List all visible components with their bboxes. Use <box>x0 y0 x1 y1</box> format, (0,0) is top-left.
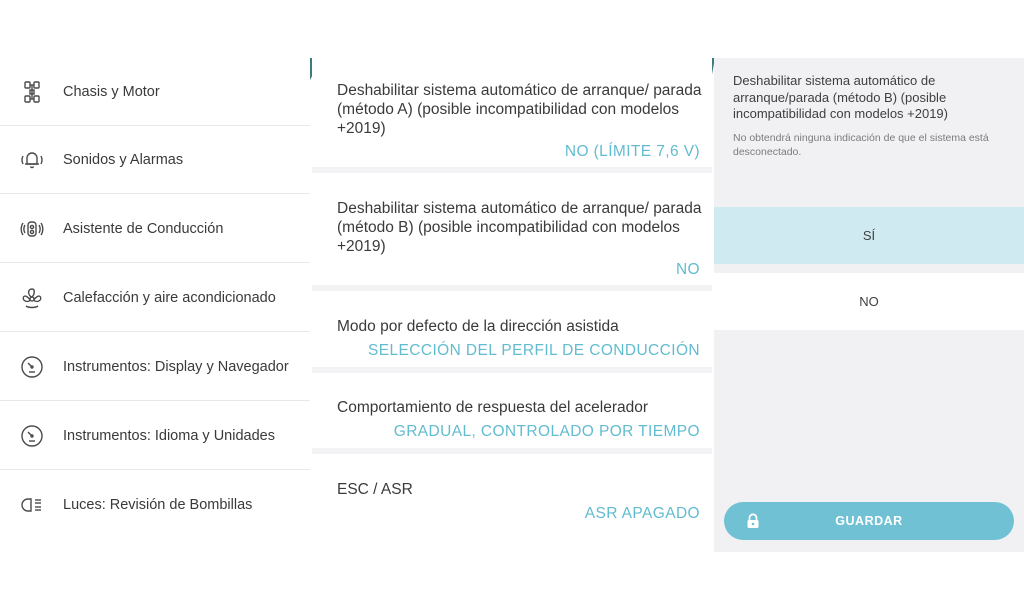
lock-icon <box>746 513 760 529</box>
menu-item-label: Luces: Revisión de Bombillas <box>63 497 253 513</box>
menu-item-idioma-unidades[interactable] <box>0 402 310 470</box>
setting-detail-panel <box>714 58 1024 552</box>
setting-title: Deshabilitar sistema automático de arranque/ parada (método B) (posible incompatibilidad con modelos +2019) <box>337 200 702 255</box>
detail-note: No obtendrá ninguna indicación de que el sistema está desconectado. <box>733 132 989 158</box>
setting-title: Modo por defecto de la dirección asistida <box>337 318 619 335</box>
setting-value: NO <box>675 261 700 278</box>
bell-icon <box>18 146 46 174</box>
setting-esc-asr[interactable] <box>312 454 712 536</box>
menu-item-asistente-conduccion[interactable] <box>0 195 310 263</box>
settings-list <box>312 58 712 536</box>
headlight-icon <box>18 491 46 519</box>
setting-power-steering-mode[interactable] <box>312 291 712 367</box>
menu-item-label: Chasis y Motor <box>63 83 160 100</box>
menu-item-sonidos-alarmas[interactable] <box>0 126 310 194</box>
steering-assist-icon <box>18 215 46 243</box>
detail-title: Deshabilitar sistema automático de arranque/parada (método B) (posible incompatibilidad con modelos +2019) <box>733 73 948 121</box>
menu-item-label: Calefacción y aire acondicionado <box>63 289 276 306</box>
option-si[interactable] <box>714 207 1024 264</box>
menu-item-label: Instrumentos: Display y Navegador <box>63 358 289 375</box>
setting-throttle-response[interactable] <box>312 373 712 448</box>
setting-value: GRADUAL, CONTROLADO POR TIEMPO <box>393 423 700 440</box>
setting-value: NO (LÍMITE 7,6 V) <box>564 143 700 160</box>
menu-item-label: Sonidos y Alarmas <box>63 151 184 168</box>
gauge-icon <box>18 353 46 381</box>
menu-item-calefaccion[interactable] <box>0 264 310 332</box>
setting-start-stop-b[interactable] <box>312 173 712 285</box>
option-label: NO <box>859 294 879 309</box>
fan-icon <box>18 284 46 312</box>
setting-title: ESC / ASR <box>337 481 413 498</box>
chassis-icon <box>18 78 46 106</box>
option-no[interactable] <box>714 273 1024 330</box>
menu-item-label: Asistente de Conducción <box>63 220 224 237</box>
save-button[interactable] <box>724 502 1014 540</box>
menu-item-chasis-motor[interactable] <box>0 58 310 126</box>
setting-title: Comportamiento de respuesta del acelerador <box>337 399 649 416</box>
gauge-icon <box>18 422 46 450</box>
setting-value: SELECCIÓN DEL PERFIL DE CONDUCCIÓN <box>368 342 700 359</box>
menu-item-revision-bombillas[interactable] <box>0 471 310 539</box>
option-label: SÍ <box>862 228 876 243</box>
setting-title: Deshabilitar sistema automático de arranque/ parada (método A) (posible incompatibilidad con modelos +2019) <box>337 82 702 137</box>
settings-category-menu <box>0 58 310 536</box>
menu-item-display-navegador[interactable] <box>0 333 310 401</box>
menu-item-label: Instrumentos: Idioma y Unidades <box>63 427 275 444</box>
setting-start-stop-a[interactable] <box>312 58 712 167</box>
setting-value: ASR APAGADO <box>584 505 700 522</box>
save-label: GUARDAR <box>835 514 903 528</box>
